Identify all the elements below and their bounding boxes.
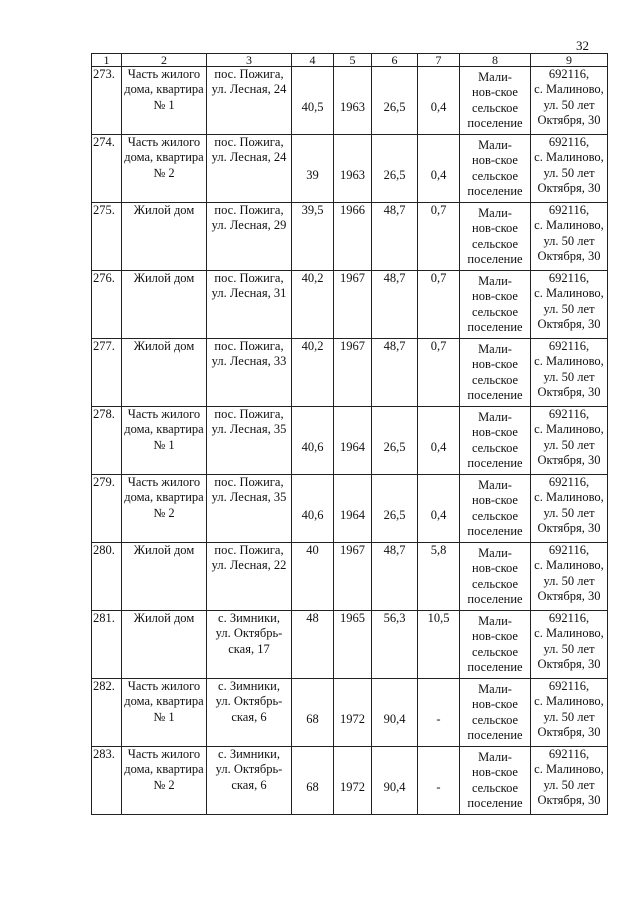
area-value: 40,2	[292, 339, 334, 407]
area-value: 40	[292, 543, 334, 611]
object-address: с. Зимники, ул. Октябрь- ская, 6	[207, 747, 292, 815]
owner-name: Мали- нов-ское сельское поселение	[460, 543, 531, 611]
owner-address: 692116, с. Малиново, ул. 50 лет Октября, 30	[531, 475, 608, 543]
object-name: Жилой дом	[122, 543, 207, 611]
cost-value: 48,7	[372, 203, 418, 271]
row-number: 273.	[92, 67, 122, 135]
owner-name: Мали- нов-ское сельское поселение	[460, 135, 531, 203]
owner-address: 692116, с. Малиново, ул. 50 лет Октября, 30	[531, 203, 608, 271]
cost-value: 56,3	[372, 611, 418, 679]
row-number: 275.	[92, 203, 122, 271]
column-number-row	[92, 54, 608, 67]
column-header: 1	[92, 54, 122, 67]
wear-value: -	[418, 747, 460, 815]
row-number: 276.	[92, 271, 122, 339]
object-name: Часть жилого дома, квартира № 2	[122, 475, 207, 543]
row-number: 279.	[92, 475, 122, 543]
object-name: Жилой дом	[122, 203, 207, 271]
table-row	[92, 747, 608, 815]
table-row	[92, 679, 608, 747]
page-number: 32	[576, 38, 589, 53]
object-name: Часть жилого дома, квартира № 2	[122, 747, 207, 815]
owner-address: 692116, с. Малиново, ул. 50 лет Октября, 30	[531, 679, 608, 747]
year-value: 1972	[334, 679, 372, 747]
table-row	[92, 543, 608, 611]
wear-value: 0,7	[418, 203, 460, 271]
year-value: 1966	[334, 203, 372, 271]
cost-value: 48,7	[372, 543, 418, 611]
object-name: Жилой дом	[122, 339, 207, 407]
object-name: Часть жилого дома, квартира № 1	[122, 67, 207, 135]
owner-address: 692116, с. Малиново, ул. 50 лет Октября, 30	[531, 271, 608, 339]
table-row	[92, 407, 608, 475]
column-header: 5	[334, 54, 372, 67]
object-name: Часть жилого дома, квартира № 1	[122, 679, 207, 747]
object-address: пос. Пожига, ул. Лесная, 22	[207, 543, 292, 611]
object-address: пос. Пожига, ул. Лесная, 35	[207, 407, 292, 475]
table-row	[92, 135, 608, 203]
row-number: 281.	[92, 611, 122, 679]
object-address: пос. Пожига, ул. Лесная, 24	[207, 67, 292, 135]
wear-value: -	[418, 679, 460, 747]
row-number: 274.	[92, 135, 122, 203]
area-value: 68	[292, 679, 334, 747]
object-address: с. Зимники, ул. Октябрь- ская, 6	[207, 679, 292, 747]
year-value: 1967	[334, 543, 372, 611]
table-row	[92, 611, 608, 679]
cost-value: 48,7	[372, 271, 418, 339]
object-name: Часть жилого дома, квартира № 2	[122, 135, 207, 203]
object-address: пос. Пожига, ул. Лесная, 24	[207, 135, 292, 203]
owner-name: Мали- нов-ское сельское поселение	[460, 339, 531, 407]
area-value: 39	[292, 135, 334, 203]
cost-value: 48,7	[372, 339, 418, 407]
owner-address: 692116, с. Малиново, ул. 50 лет Октября, 30	[531, 339, 608, 407]
owner-address: 692116, с. Малиново, ул. 50 лет Октября, 30	[531, 747, 608, 815]
table-row	[92, 203, 608, 271]
cost-value: 90,4	[372, 747, 418, 815]
owner-name: Мали- нов-ское сельское поселение	[460, 611, 531, 679]
table-row	[92, 339, 608, 407]
owner-name: Мали- нов-ское сельское поселение	[460, 271, 531, 339]
row-number: 280.	[92, 543, 122, 611]
owner-name: Мали- нов-ское сельское поселение	[460, 679, 531, 747]
area-value: 40,6	[292, 475, 334, 543]
wear-value: 10,5	[418, 611, 460, 679]
object-address: пос. Пожига, ул. Лесная, 35	[207, 475, 292, 543]
year-value: 1963	[334, 135, 372, 203]
object-address: пос. Пожига, ул. Лесная, 33	[207, 339, 292, 407]
owner-address: 692116, с. Малиново, ул. 50 лет Октября, 30	[531, 543, 608, 611]
wear-value: 0,4	[418, 135, 460, 203]
owner-address: 692116, с. Малиново, ул. 50 лет Октября, 30	[531, 135, 608, 203]
table-row	[92, 475, 608, 543]
object-address: пос. Пожига, ул. Лесная, 31	[207, 271, 292, 339]
area-value: 68	[292, 747, 334, 815]
owner-address: 692116, с. Малиново, ул. 50 лет Октября, 30	[531, 611, 608, 679]
object-name: Жилой дом	[122, 271, 207, 339]
owner-name: Мали- нов-ское сельское поселение	[460, 747, 531, 815]
owner-address: 692116, с. Малиново, ул. 50 лет Октября, 30	[531, 407, 608, 475]
table-row	[92, 271, 608, 339]
column-header: 7	[418, 54, 460, 67]
owner-address: 692116, с. Малиново, ул. 50 лет Октября, 30	[531, 67, 608, 135]
wear-value: 0,7	[418, 271, 460, 339]
object-name: Часть жилого дома, квартира № 1	[122, 407, 207, 475]
property-registry-table	[91, 53, 608, 815]
area-value: 40,6	[292, 407, 334, 475]
cost-value: 90,4	[372, 679, 418, 747]
cost-value: 26,5	[372, 135, 418, 203]
column-header: 2	[122, 54, 207, 67]
wear-value: 5,8	[418, 543, 460, 611]
object-address: с. Зимники, ул. Октябрь- ская, 17	[207, 611, 292, 679]
area-value: 39,5	[292, 203, 334, 271]
area-value: 40,5	[292, 67, 334, 135]
row-number: 283.	[92, 747, 122, 815]
column-header: 6	[372, 54, 418, 67]
year-value: 1965	[334, 611, 372, 679]
cost-value: 26,5	[372, 475, 418, 543]
year-value: 1964	[334, 475, 372, 543]
column-header: 8	[460, 54, 531, 67]
year-value: 1967	[334, 339, 372, 407]
cost-value: 26,5	[372, 407, 418, 475]
year-value: 1963	[334, 67, 372, 135]
object-address: пос. Пожига, ул. Лесная, 29	[207, 203, 292, 271]
table-row	[92, 67, 608, 135]
column-header: 9	[531, 54, 608, 67]
wear-value: 0,4	[418, 67, 460, 135]
wear-value: 0,7	[418, 339, 460, 407]
column-header: 3	[207, 54, 292, 67]
owner-name: Мали- нов-ское сельское поселение	[460, 67, 531, 135]
year-value: 1967	[334, 271, 372, 339]
area-value: 48	[292, 611, 334, 679]
owner-name: Мали- нов-ское сельское поселение	[460, 407, 531, 475]
cost-value: 26,5	[372, 67, 418, 135]
year-value: 1964	[334, 407, 372, 475]
row-number: 277.	[92, 339, 122, 407]
object-name: Жилой дом	[122, 611, 207, 679]
owner-name: Мали- нов-ское сельское поселение	[460, 475, 531, 543]
row-number: 282.	[92, 679, 122, 747]
area-value: 40,2	[292, 271, 334, 339]
year-value: 1972	[334, 747, 372, 815]
wear-value: 0,4	[418, 475, 460, 543]
wear-value: 0,4	[418, 407, 460, 475]
owner-name: Мали- нов-ское сельское поселение	[460, 203, 531, 271]
column-header: 4	[292, 54, 334, 67]
row-number: 278.	[92, 407, 122, 475]
